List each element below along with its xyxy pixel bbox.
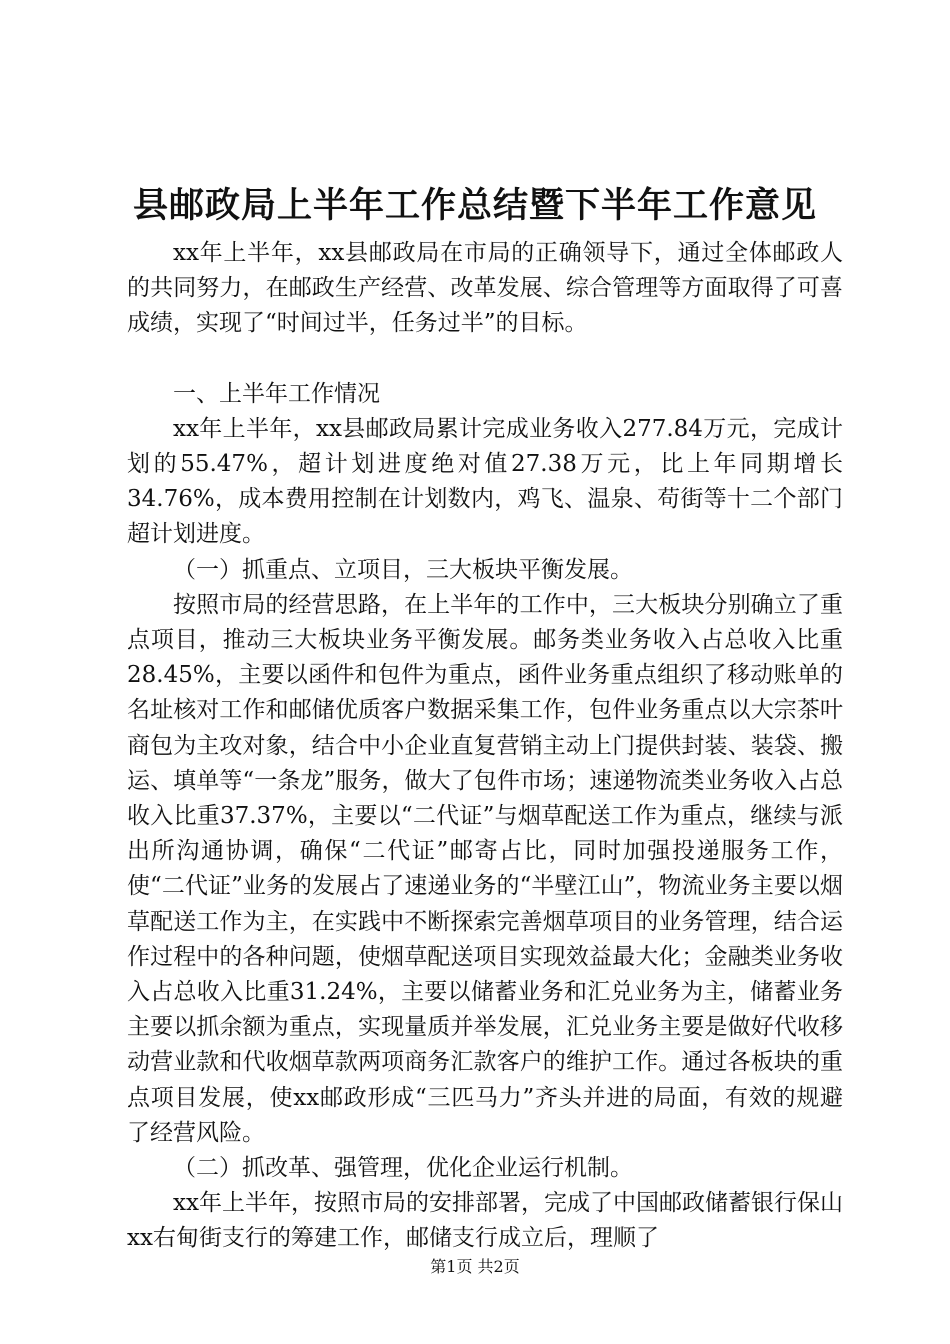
subsection-heading: （一）抓重点、立项目，三大板块平衡发展。 xyxy=(173,556,633,583)
intro-paragraph: xx年上半年，xx县邮政局在市局的正确领导下，通过全体邮政人的共同努力，在邮政生产经营、改革发展、综合管理等方面取得了可喜成绩，实现了“时间过半，任务过半”的目标。 xyxy=(127,240,843,337)
body-paragraph: xx年上半年，xx县邮政局累计完成业务收入277.84万元，完成计划的55.47%，超计划进度绝对值27.38万元，比上年同期增长34.76%，成本费用控制在计划数内，鸡飞、温泉、苟街等十二个部门超计划进度。 xyxy=(127,415,843,548)
section-heading: 一、上半年工作情况 xyxy=(173,380,380,407)
page-number-footer: 第1页 共2页 xyxy=(430,1257,520,1276)
body-paragraph: 按照市局的经营思路，在上半年的工作中，三大板块分别确立了重点项目，推动三大板块业务平衡发展。邮务类业务收入占总收入比重28.45%，主要以函件和包件为重点，函件业务重点组织了移动账单的名址核对工作和邮储优质客户数据采集工作，包件业务重点以大宗茶叶商包为主攻对象，结合中小企业直复营销主动上门提供封装、装袋、搬运、填单等“一条龙”服务，做大了包件市场；速递物流类业务收入占总收入比重37.37%，主要以“二代证”与烟草配送工作为重点，继续与派出所沟通协调，确保“二代证”邮寄占比，同时加强投递服务工作，使“二代证”业务的发展占了速递业务的“半壁江山”，物流业务主要以烟草配送工作为主，在实践中不断探索完善烟草项目的业务管理，结合运作过程中的各种问题，使烟草配送项目实现效益最大化；金融类业务收入占总收入比重31.24%，主要以储蓄业务和汇兑业务为主，储蓄业务主要以抓余额为重点，实现量质并举发展，汇兑业务主要是做好代收移动营业款和代收烟草款两项商务汇款客户的维护工作。通过各板块的重点项目发展，使xx邮政形成“三匹马力”齐头并进的局面，有效的规避了经营风险。 xyxy=(127,591,843,1146)
body-paragraph: xx年上半年，按照市局的安排部署，完成了中国邮政储蓄银行保山xx右甸街支行的筹建工作，邮储支行成立后，理顺了 xyxy=(127,1190,843,1252)
subsection-heading: （二）抓改革、强管理，优化企业运行机制。 xyxy=(173,1155,633,1182)
document-title: 县邮政局上半年工作总结暨下半年工作意见 xyxy=(132,185,817,226)
document-body xyxy=(127,236,843,1257)
